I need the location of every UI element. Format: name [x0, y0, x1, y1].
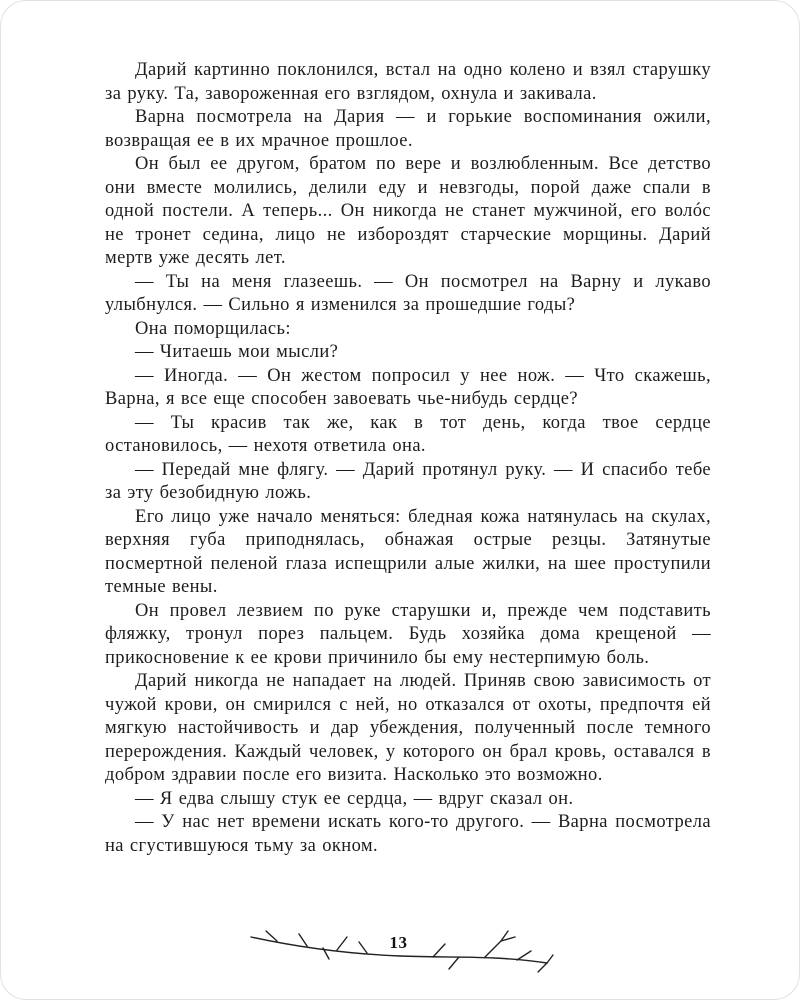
paragraph: Его лицо уже начало меняться: бледная кожа натянулась на скулах, верхняя губа приподнялась, обнажая острые резцы. Затянутые посмертной пеленой глаза испещрили алые жилки, на шее проступили темные вены. — [105, 506, 711, 597]
paragraph: Варна посмотрела на Дария — и горькие воспоминания ожили, возвращая ее в их мрачное прошлое. — [105, 107, 711, 151]
page-number: 13 — [389, 933, 408, 952]
paragraph: Она поморщилась: — [135, 318, 291, 339]
paragraph-dialogue: — Читаешь мои мысли? — [135, 342, 339, 362]
paragraph: Он провел лезвием по руке старушки и, прежде чем подставить фляжку, тронул порез пальцем. Будь хозяйка дома крещеной — прикосновение к ее крови причинило бы ему нестерпимую боль. — [105, 600, 711, 668]
paragraph-dialogue: — Передай мне флягу. — Дарий протянул руку. — И спасибо тебе за эту безобидную ложь. — [105, 459, 711, 503]
page-footer — [1, 927, 799, 975]
paragraph-dialogue: — Я едва слышу стук ее сердца, — вдруг сказал он. — [135, 788, 574, 809]
paragraph-dialogue: — Иногда. — Он жестом попросил у нее нож. — Что скажешь, Варна, я все еще способен завоевать чье-нибудь сердце? — [105, 365, 711, 409]
paragraph-dialogue: — Ты на меня глазеешь. — Он посмотрел на Варну и лукаво улыбнулся. — Сильно я изменился за прошедшие годы? — [105, 271, 711, 315]
paragraph-dialogue: — У нас нет времени искать кого-то другого. — Варна посмотрела на сгустившуюся тьму за окном. — [105, 812, 711, 856]
branch-ornament — [245, 927, 555, 975]
paragraph-dialogue: — Ты красив так же, как в тот день, когда твое сердце остановилось, — нехотя ответила она. — [105, 412, 711, 456]
page-text — [105, 59, 711, 925]
paragraph: Дарий никогда не нападает на людей. Приняв свою зависимость от чужой крови, он смирился с ней, но отказался от охоты, предпочтя ей мягкую настойчивость и дар убеждения, полученный после темного перерождения. Каждый человек, у которого он брал кровь, оставался в добром здравии после его визита. Насколько это возможно. — [105, 671, 711, 785]
paragraph: Дарий картинно поклонился, встал на одно колено и взял старушку за руку. Та, завороженная его взглядом, охнула и закивала. — [105, 60, 711, 104]
paragraph: Он был ее другом, братом по вере и возлюбленным. Все детство они вместе молились, делили еду и невзгоды, порой даже спали в одной постели. А теперь... Он никогда не станет мужчиной, его волóс не тронет седина, лицо не избороздят старческие морщины. Дарий мертв уже десять лет. — [105, 154, 711, 268]
